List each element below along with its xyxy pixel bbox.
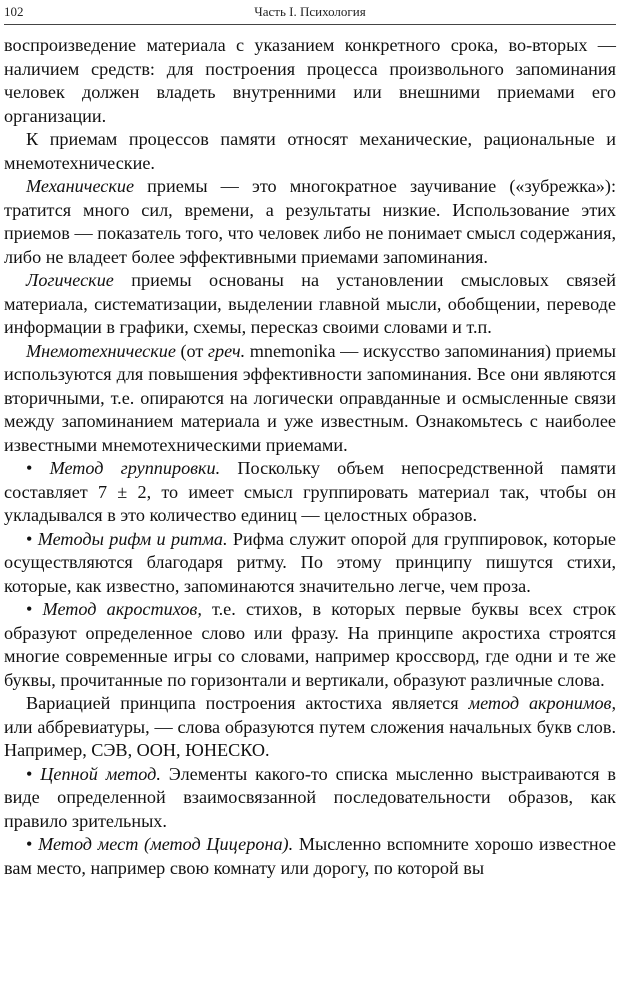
term-emphasis: Логические xyxy=(26,270,114,290)
header-rule xyxy=(4,24,616,25)
list-item xyxy=(4,598,616,692)
page-body xyxy=(4,34,616,880)
paragraph-text: воспроизведение материала с указанием конкретного срока, во-вторых — наличием средств: для построения процесса произвольного запоминания человек должен владеть внутренними или внешними приемами его организации. xyxy=(4,35,616,126)
paragraph-text: Элементы какого-то списка мысленно выстраиваются в виде определенной взаимосвязанной последовательности образов, как правило зрительных. xyxy=(4,763,617,831)
paragraph-text: или аббревиатуры, — слова образуются путем сложения начальных букв слов. Например, СЭВ, ООН, ЮНЕСКО. xyxy=(4,716,616,760)
running-head: Часть I. Психология xyxy=(254,4,366,19)
list-item xyxy=(4,833,616,880)
page-number: 102 xyxy=(4,4,24,19)
paragraph-text: приемы — это многократное заучивание («зубрежка»): тратится много сил, времени, а результаты низкие. Использование этих приемов — показатель того, что человек либо не понимает смысл содержания, либо не владеет более эффективными приемами запоминания. xyxy=(4,176,616,267)
paragraph-text: Вариацией принципа построения актостиха является xyxy=(26,693,469,713)
paragraph xyxy=(4,269,616,340)
term-emphasis: Цепной метод. xyxy=(40,763,161,784)
list-item xyxy=(4,528,616,599)
bullet-marker: • xyxy=(26,599,43,619)
list-item xyxy=(4,457,616,528)
paragraph xyxy=(4,128,616,175)
paragraph xyxy=(4,34,616,128)
paragraph-text: Рифма служит опорой для группировок, которые осуществляются благодаря ритму. По этому принципу пишутся стихи, которые, как известно, запоминаются значительно легче, чем проза. xyxy=(4,528,616,596)
paragraph-text: (от xyxy=(175,340,208,361)
term-emphasis: Методы рифм и ритма. xyxy=(37,528,228,549)
bullet-marker: • xyxy=(26,763,41,784)
bullet-marker: • xyxy=(26,458,50,478)
bullet-marker: • xyxy=(26,528,38,549)
paragraph xyxy=(4,340,616,458)
paragraph-text: Мысленно вспомните хорошо известное вам место, например свою комнату или дорогу, по которой вы xyxy=(4,834,617,878)
abbreviation-emphasis: греч. xyxy=(207,340,246,361)
term-emphasis: Метод группировки. xyxy=(49,458,221,478)
page-header xyxy=(0,2,620,22)
term-emphasis: метод акронимов, xyxy=(468,693,616,713)
term-emphasis: Метод акростихов, xyxy=(42,599,202,619)
bullet-marker: • xyxy=(26,834,39,854)
paragraph-text: mnemonika — искусство запоминания) приемы используются для повышения эффективности запоминания. Все они являются вторичными, т.е. опираются на логически оправданные и осмысленные связи между запоминанием материала и уже известным. Ознакомьтесь с наиболее известными мнемотехническими приемами. xyxy=(4,340,617,455)
term-emphasis: Мнемотехнические xyxy=(26,340,176,361)
paragraph-text: приемы основаны на установлении смысловых связей материала, систематизации, выделении главной мысли, обобщении, переводе информации в графики, схемы, пересказ своими словами и т.п. xyxy=(4,270,616,337)
term-emphasis: Метод мест (метод Цицерона). xyxy=(38,834,294,854)
paragraph xyxy=(4,692,616,763)
list-item xyxy=(4,763,616,834)
paragraph-text: т.е. стихов, в которых первые буквы всех строк образуют определенное слово или фразу. На принципе акростиха строятся многие современные игры со словами, например кроссворд, где одни и те же буквы, прочитанные по горизонтали и вертикали, образуют различные слова. xyxy=(4,599,616,690)
paragraph-text: Поскольку объем непосредственной памяти составляет 7 ± 2, то имеет смысл группировать материал так, чтобы он укладывался в это количество единиц — целостных образов. xyxy=(4,458,616,525)
term-emphasis: Механические xyxy=(26,176,135,196)
paragraph xyxy=(4,175,616,269)
paragraph-text: К приемам процессов памяти относят механические, рациональные и мнемотехнические. xyxy=(4,129,616,173)
